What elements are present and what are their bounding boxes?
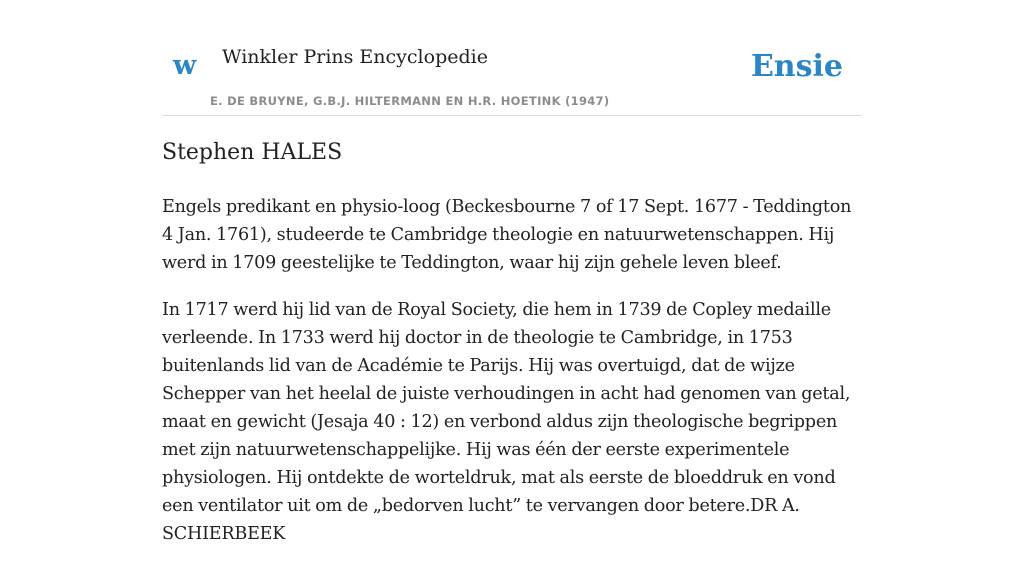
encyclopedia-logo[interactable]: w (173, 50, 197, 81)
page (162, 0, 862, 544)
article-paragraph: Engels predikant en physio-loog (Beckesbourne 7 of 17 Sept. 1677 - Teddington 4 Jan. 1761), studeerde te Cambridge theologie en natuurwetenschappen. Hij werd in 1709 geestelijke te Teddington, waar hij zijn gehele leven bleef. (162, 197, 852, 273)
ensie-logo[interactable]: Ensie (750, 49, 843, 84)
header (162, 0, 862, 116)
book-authors: E. DE BRUYNE, G.B.J. HILTERMANN EN H.R. HOETINK (1947) (210, 94, 610, 108)
book-title[interactable]: Winkler Prins Encyclopedie (222, 46, 488, 68)
article-paragraph: In 1717 werd hij lid van de Royal Society, die hem in 1739 de Copley medaille verleende. In 1733 werd hij doctor in de theologie te Cambridge, in 1753 buitenlands lid van de Académie te Parijs. Hij was overtuigd, dat de wijze Schepper van het heelal de juiste verhoudingen in acht had genomen van getal, maat en gewicht (Jesaja 40 : 12) en verbond aldus zijn theologische begrippen met zijn natuurwetenschappelijke. Hij was één der eerste experimentele physiologen. Hij ontdekte de worteldruk, mat als eerste de bloeddruk en vond een ventilator uit om de „bedorven lucht” te vervangen door betere.DR A. SCHIERBEEK (162, 300, 851, 544)
article-title: Stephen HALES (162, 140, 343, 165)
article-body (162, 193, 864, 567)
